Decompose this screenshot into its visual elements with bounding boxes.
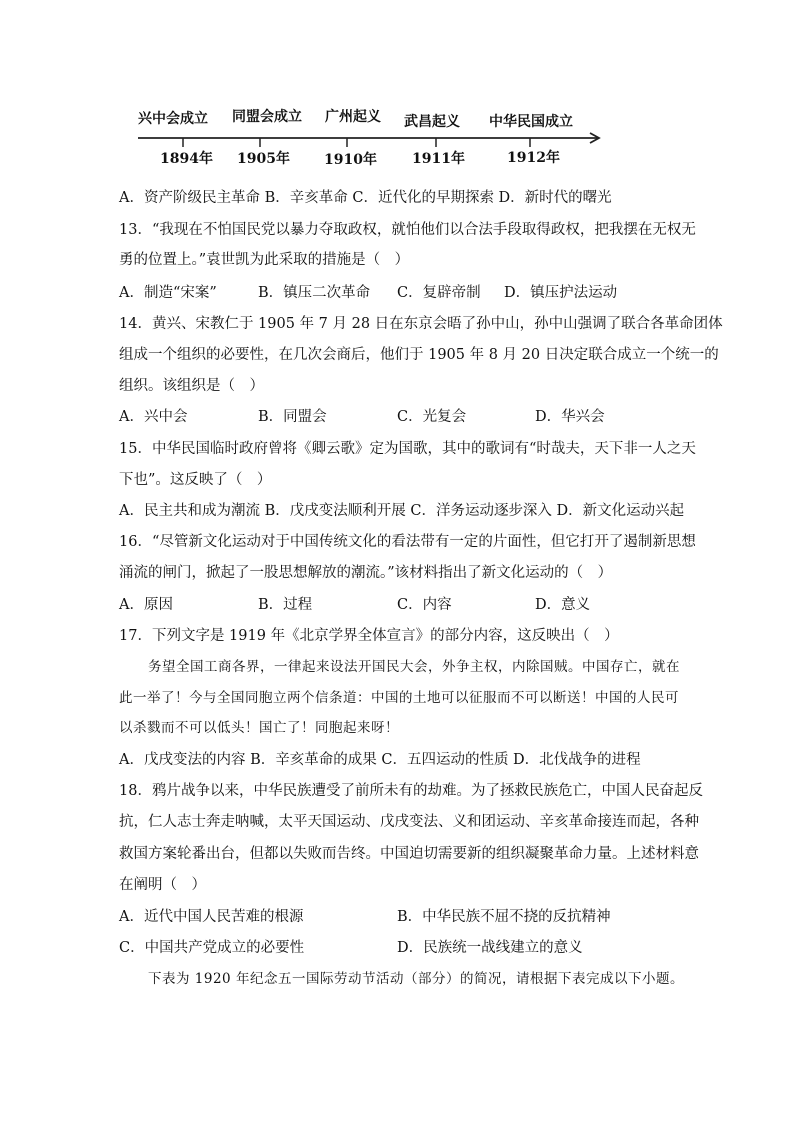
q16-option-d: D．意义 (535, 597, 591, 613)
q16-option-a: A．原因 (119, 597, 173, 613)
q13-option-c: C．复辟帝制 (397, 285, 481, 301)
timeline-year-3: 1910年 (324, 152, 377, 168)
q14-option-c: C．光复会 (397, 409, 467, 425)
timeline-year-2: 1905年 (237, 151, 290, 167)
q14-stem-line1: 14．黄兴、宋教仁于 1905 年 7 月 28 日在东京会晤了孙中山，孙中山强调了联合各革命团体 (119, 316, 723, 332)
q18-stem-line4: 在阐明（ ） (119, 877, 206, 893)
q14-stem-line2: 组成一个组织的必要性，在几次会商后，他们于 1905 年 8 月 20 日决定联合成立一个统一的 (119, 347, 719, 363)
timeline-event-2: 同盟会成立 (232, 109, 302, 125)
q18-option-c: C．中国共产党成立的必要性 (119, 940, 305, 956)
q17-quote-line1: 务望全国工商各界，一律起来设法开国民大会，外争主权，内除国贼。中国存亡，就在 (148, 659, 680, 675)
timeline-axis (0, 0, 794, 170)
q14-option-b: B．同盟会 (258, 409, 327, 425)
timeline-year-4: 1911年 (412, 151, 465, 167)
q13-option-a: A．制造“宋案” (119, 285, 217, 301)
q18-stem-line2: 抗，仁人志士奔走呐喊，太平天国运动、戊戌变法、义和团运动、辛亥革命接连而起，各种 (119, 814, 699, 830)
q13-stem-line1: 13．“我现在不怕国民党以暴力夺取政权，就怕他们以合法手段取得政权，把我摆在无权无 (119, 222, 696, 238)
q15-options: A．民主共和成为潮流 B．戊戌变法顺利开展 C．洋务运动逐步深入 D．新文化运动兴起 (119, 503, 685, 519)
q16-option-b: B．过程 (258, 597, 313, 613)
q18-option-d: D．民族统一战线建立的意义 (397, 940, 583, 956)
timeline-event-4: 武昌起义 (404, 114, 460, 130)
q16-stem-line2: 涌流的闸门，掀起了一股思想解放的潮流。”该材料指出了新文化运动的（ ） (119, 565, 613, 581)
q13-option-b: B．镇压二次革命 (258, 285, 371, 301)
timeline-event-1: 兴中会成立 (138, 111, 208, 127)
timeline-event-5: 中华民国成立 (489, 114, 573, 130)
q13-option-d: D．镇压护法运动 (504, 285, 618, 301)
q18-option-a: A．近代中国人民苦难的根源 (119, 909, 304, 925)
q12-options: A．资产阶级民主革命 B．辛亥革命 C．近代化的早期探索 D．新时代的曙光 (119, 190, 612, 206)
q13-stem-line2: 勇的位置上。”袁世凯为此采取的措施是（ ） (119, 252, 410, 268)
q17-quote-line3: 以杀戮而不可以低头！国亡了！同胞起来呀！ (119, 720, 399, 736)
q16-stem-line1: 16．“尽管新文化运动对于中国传统文化的看法带有一定的片面性，但它打开了遏制新思想 (119, 534, 696, 550)
timeline-year-1: 1894年 (160, 151, 213, 167)
timeline-year-5: 1912年 (507, 150, 560, 166)
q18-option-b: B．中华民族不屈不挠的反抗精神 (397, 909, 611, 925)
q14-stem-line3: 组织。该组织是（ ） (119, 378, 264, 394)
q16-option-c: C．内容 (397, 597, 452, 613)
q18-stem-line1: 18．鸦片战争以来，中华民族遭受了前所未有的劫难。为了拯救民族危亡，中国人民奋起反 (119, 783, 703, 799)
q15-stem-line1: 15．中华民国临时政府曾将《卿云歌》定为国歌，其中的歌词有“时哉夫，天下非一人之天 (119, 441, 696, 457)
q15-stem-line2: 下也”。这反映了（ ） (119, 472, 272, 488)
q14-option-a: A．兴中会 (119, 409, 188, 425)
table-intro-note: 下表为 1920 年纪念五一国际劳动节活动（部分）的简况，请根据下表完成以下小题。 (148, 971, 684, 987)
q14-option-d: D．华兴会 (535, 409, 605, 425)
q17-quote-line2: 此一举了！今与全国同胞立两个信条道：中国的土地可以征服而不可以断送！中国的人民可 (119, 690, 679, 706)
q17-options: A．戊戌变法的内容 B．辛亥革命的成果 C．五四运动的性质 D．北伐战争的进程 (119, 752, 641, 768)
timeline-event-3: 广州起义 (325, 109, 381, 125)
q18-stem-line3: 救国方案轮番出台，但都以失败而告终。中国迫切需要新的组织凝聚革命力量。上述材料意 (119, 846, 699, 862)
q17-stem: 17．下列文字是 1919 年《北京学界全体宣言》的部分内容，这反映出（ ） (119, 628, 619, 644)
